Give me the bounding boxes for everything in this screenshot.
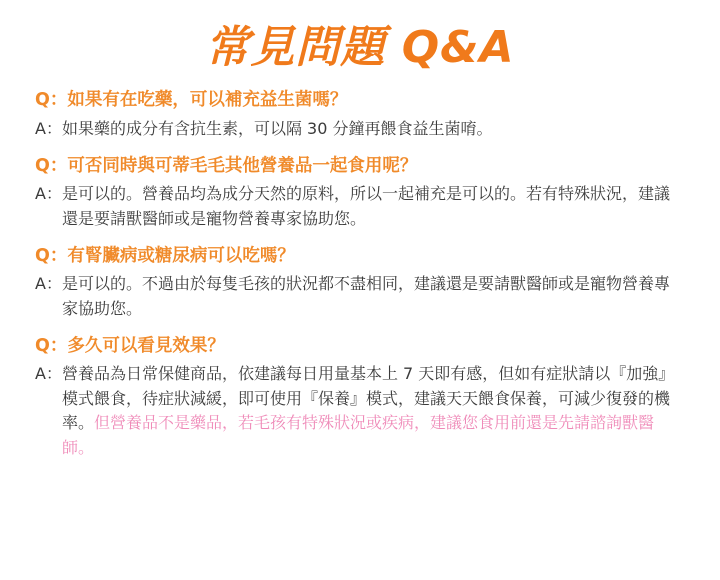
faq-item [35,154,685,232]
faq-answer [35,272,685,322]
answer-marker: A： [35,183,62,203]
answer-text [62,272,685,322]
faq-answer [35,182,685,232]
answer-text [62,362,685,461]
faq-answer [35,117,685,142]
answer-marker: A： [35,273,62,293]
answer-body: 是可以的。營養品均為成分天然的原料，所以一起補充是可以的。若有特殊狀況，建議還是要請獸醫師或是寵物營養專家協助您。 [61,183,670,228]
answer-text [62,117,685,142]
answer-body: 如果藥的成分有含抗生素，可以隔 30 分鐘再餵食益生菌唷。 [61,118,493,138]
answer-body: 營養品為日常保健商品，依建議每日用量基本上 7 天即有感，但如有症狀請以『加強』模式餵食，待症狀減緩，即可使用『保養』模式，建議天天餵食保養，可減少復發的機率。 [61,363,675,433]
faq-item [35,88,685,141]
faq-question: Q：如果有在吃藥，可以補充益生菌嗎？ [35,90,348,111]
page-title: 常見問題 Q&A [205,22,515,73]
faq-page [0,24,720,580]
answer-marker: A： [35,363,62,383]
answer-highlight: 但營養品不是藥品，若毛孩有特殊狀況或疾病，建議您食用前還是先請諮詢獸醫師。 [61,413,654,458]
faq-question: Q：多久可以看見效果？ [35,335,225,356]
answer-body: 是可以的。不過由於每隻毛孩的狀況都不盡相同，建議還是要請獸醫師或是寵物營養專家協助您。 [61,273,670,318]
faq-answer [35,362,685,461]
faq-item [35,244,685,322]
faq-question: Q：可否同時與可蒂毛毛其他營養品一起食用呢？ [35,155,418,176]
answer-text [62,182,685,232]
answer-marker: A： [35,118,62,138]
faq-item [35,334,685,462]
faq-list [35,88,685,461]
faq-question: Q：有腎臟病或糖尿病可以吃嗎？ [35,245,295,266]
